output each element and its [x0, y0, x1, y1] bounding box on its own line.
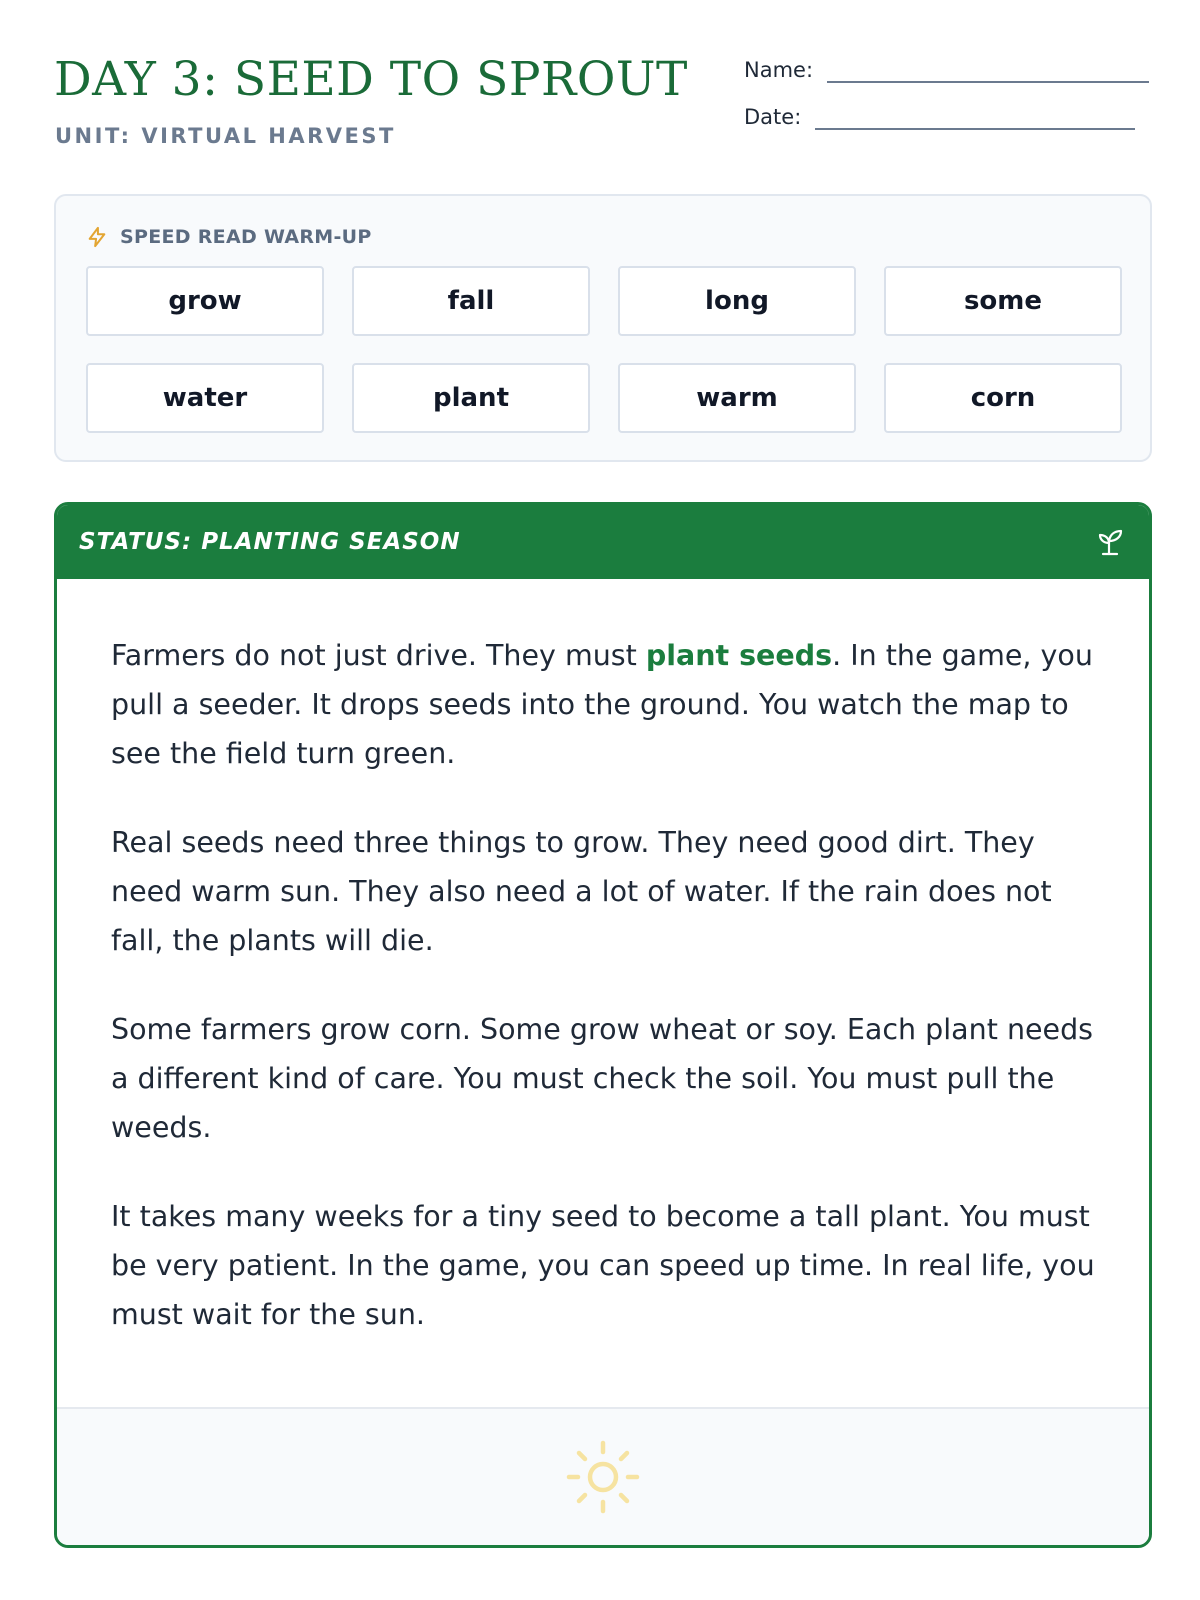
name-field	[744, 56, 1149, 84]
paragraph-text: . In the game, you pull a seeder. It drops seeds into the ground. You watch the map to see the field turn green.	[111, 639, 1093, 770]
page-title: DAY 3: SEED TO SPROUT	[54, 52, 688, 107]
date-label: Date:	[744, 105, 802, 129]
word-card: long	[618, 266, 856, 336]
name-label: Name:	[744, 58, 814, 82]
paragraph-text: Farmers do not just drive. They must	[111, 639, 646, 672]
unit-subtitle: UNIT: VIRTUAL HARVEST	[55, 124, 396, 148]
paragraph: Some farmers grow corn. Some grow wheat or soy. Each plant needs a different kind of care. You must check the soil. You must pull the weeds.	[111, 1013, 1094, 1144]
date-field	[744, 103, 1135, 131]
word-card: corn	[884, 363, 1122, 433]
word-card: grow	[86, 266, 324, 336]
status-title: STATUS: PLANTING SEASON	[79, 529, 461, 555]
status-card	[54, 502, 1152, 1548]
word-grid	[86, 266, 1122, 433]
word-card: some	[884, 266, 1122, 336]
lightning-bolt-icon	[86, 226, 108, 248]
highlight-term: plant seeds	[645, 639, 833, 672]
paragraph	[111, 631, 1095, 778]
warmup-label: SPEED READ WARM-UP	[120, 226, 372, 248]
speed-read-warmup	[54, 194, 1152, 462]
warmup-header	[86, 226, 372, 248]
paragraph: Real seeds need three things to grow. They need good dirt. They need warm sun. They also need a lot of water. If the rain does not fall, the plants will die.	[111, 826, 1052, 957]
sprout-icon	[1095, 526, 1127, 558]
sun-icon	[563, 1437, 643, 1517]
word-card: plant	[352, 363, 590, 433]
paragraph: It takes many weeks for a tiny seed to become a tall plant. You must be very patient. In the game, you can speed up time. In real life, you must wait for the sun.	[111, 1200, 1095, 1331]
card-footer	[57, 1407, 1149, 1545]
name-line	[827, 81, 1149, 83]
card-header	[57, 505, 1149, 579]
word-card: warm	[618, 363, 856, 433]
date-line	[815, 128, 1135, 130]
word-card: water	[86, 363, 324, 433]
reading-passage	[57, 579, 1149, 1339]
word-card: fall	[352, 266, 590, 336]
